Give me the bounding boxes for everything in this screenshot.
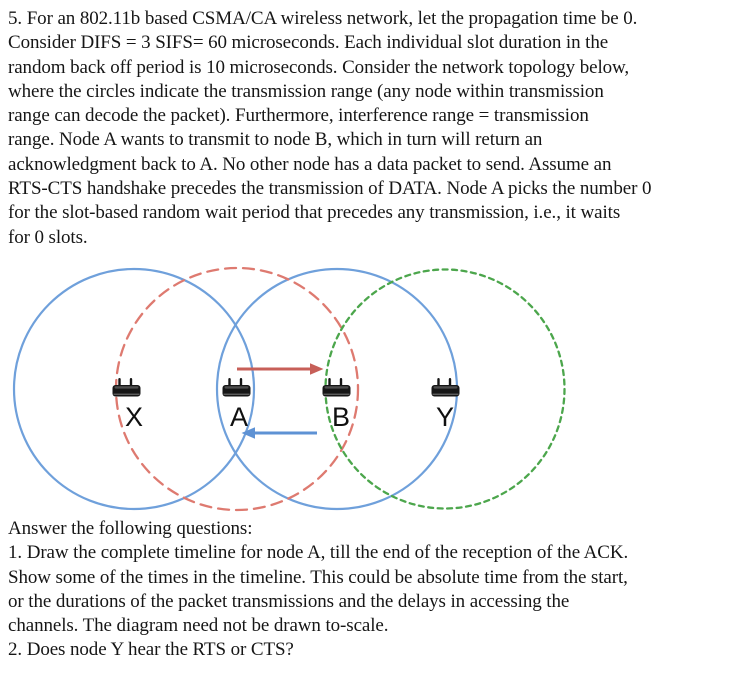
question-line: where the circles indicate the transmission range (any node within transmission (8, 80, 604, 102)
question-line: range can decode the packet). Furthermore, interference range = transmission (8, 105, 589, 127)
router-icon (223, 378, 251, 397)
question-line: for 0 slots. (8, 226, 88, 248)
answer-line: Answer the following questions: (8, 517, 253, 539)
answer-line: channels. The diagram need not be drawn to-scale. (8, 615, 389, 637)
node-a-label: A (229, 401, 249, 432)
question-line: for the slot-based random wait period that precedes any transmission, i.e., it waits (8, 202, 621, 224)
answer-line: Show some of the times in the timeline. This could be absolute time from the start, (8, 566, 628, 588)
question-line: RTS-CTS handshake precedes the transmission of DATA. Node A picks the number 0 (8, 178, 652, 200)
question-line: acknowledgment back to A. No other node has a data packet to send. Assume an (8, 153, 612, 175)
router-icon (432, 378, 460, 397)
node-y-label: Y (435, 401, 455, 432)
node-b (323, 378, 351, 432)
question-paragraph (0, 0, 745, 250)
rts-arrow-a-to-b (237, 363, 324, 375)
question-line: 5. For an 802.11b based CSMA/CA wireless network, let the propagation time be 0. (8, 8, 638, 29)
answer-line: 1. Draw the complete timeline for node A, till the end of the reception of the ACK. (8, 542, 629, 564)
question-line: random back off period is 10 microseconds. Consider the network topology below, (8, 56, 630, 78)
answer-line: or the durations of the packet transmissions and the delays in accessing the (8, 590, 570, 612)
question-line: range. Node A wants to transmit to node B, which in turn will return an (8, 129, 543, 151)
answer-line: 2. Does node Y hear the RTS or CTS? (8, 639, 294, 661)
rts-arrowhead-icon (310, 363, 324, 375)
node-x-label: X (124, 401, 144, 432)
node-a (223, 378, 251, 432)
question-line: Consider DIFS = 3 SIFS= 60 microseconds. Each individual slot duration in the (8, 32, 609, 54)
answer-instructions-paragraph (0, 517, 745, 663)
network-topology-diagram (0, 250, 745, 517)
topology-svg (0, 250, 745, 517)
node-b-label: B (331, 401, 351, 432)
cts-arrow-b-to-a (242, 427, 318, 439)
